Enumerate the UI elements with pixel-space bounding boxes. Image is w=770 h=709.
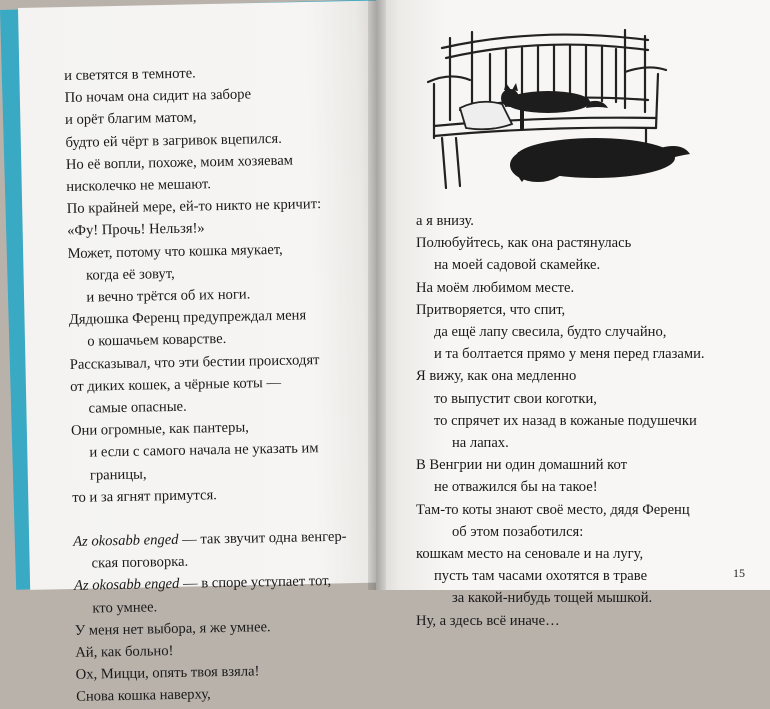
text-line (416, 587, 756, 609)
line-text: Ох, Мицци, опять твоя взяла! (75, 663, 260, 684)
line-text: об этом позаботился: (452, 523, 584, 540)
line-text: то спрячет их назад в кожаные подушечки (434, 412, 697, 429)
text-line (416, 543, 756, 565)
line-text: По ночам она сидит на заборе (64, 86, 252, 107)
text-line (416, 432, 756, 454)
line-text: Ай, как больно! (75, 643, 174, 661)
text-line (76, 681, 376, 709)
line-text: пусть там часами охотятся в траве (434, 568, 648, 585)
italic-phrase: Az okosabb enged (73, 576, 180, 595)
text-line (416, 565, 756, 587)
line-text: Притворяется, что спит, (416, 301, 566, 318)
text-line (416, 299, 756, 321)
text-line (416, 343, 756, 365)
line-text: По крайней мере, ей-то никто не кричит: (66, 196, 322, 218)
line-text: Снова кошка наверху, (75, 686, 211, 706)
line-text: кто умнее. (92, 598, 158, 617)
line-text: на моей садовой скамейке. (434, 257, 601, 274)
line-text: На моём любимом месте. (416, 279, 575, 296)
line-text: Я вижу, как она медленно (416, 368, 577, 385)
line-text: — в споре уступает тот, (179, 573, 332, 593)
text-line (416, 521, 756, 543)
text-line (416, 365, 756, 387)
text-line (416, 210, 756, 232)
text-line (416, 410, 756, 432)
line-text: от диких кошек, а чёрные коты — (70, 374, 282, 395)
line-text: будто ей чёрт в загривок вцепился. (65, 130, 282, 151)
line-text: нисколечко не мешают. (66, 176, 212, 195)
line-text: то выпустит свои коготки, (434, 390, 597, 407)
line-text: и светятся в темноте. (64, 65, 196, 84)
line-text: У меня нет выбора, я же умнее. (74, 619, 271, 639)
text-line (416, 499, 756, 521)
line-text: границы, (89, 466, 147, 484)
text-line (416, 388, 756, 410)
line-text: Рассказывал, что эти бестии происходят (69, 351, 320, 373)
line-text: Там-то коты знают своё место, дядя Ференц (416, 501, 690, 518)
line-text: а я внизу. (416, 213, 474, 229)
line-text: — так звучит одна венгер- (178, 528, 347, 548)
line-text: и орёт благим матом, (64, 109, 197, 129)
line-text: Дядюшка Ференц предупреждал меня (68, 307, 307, 329)
line-text: на лапах. (452, 435, 509, 452)
bench-cat-dog-illustration-icon (420, 20, 700, 195)
line-text: Полюбуйтесь, как она растянулась (416, 235, 632, 252)
italic-phrase: Az okosabb enged (73, 531, 179, 550)
line-text: то и за ягнят примутся. (72, 487, 218, 506)
left-page-text (64, 59, 376, 708)
line-text: за какой-нибудь тощей мышкой. (452, 590, 653, 607)
line-text: и если с самого начала не указать им (89, 440, 319, 462)
line-text: Но её вопли, похоже, моим хозяевам (65, 152, 294, 173)
line-text: о кошачьем коварстве. (87, 331, 227, 351)
line-text: да ещё лапу свесила, будто случайно, (434, 324, 667, 341)
line-text: Ну, а здесь всё иначе… (416, 612, 560, 629)
line-text: В Венгрии ни один домашний кот (416, 457, 627, 474)
line-text: кошкам место на сеновале и на лугу, (416, 546, 644, 563)
text-line (416, 454, 756, 476)
line-text: самые опасные. (88, 398, 187, 417)
line-text: и вечно трётся об их ноги. (86, 286, 251, 306)
line-text: «Фу! Прочь! Нельзя!» (67, 220, 205, 240)
text-line (416, 232, 756, 254)
text-line (416, 610, 756, 632)
line-text: ская поговорка. (91, 553, 189, 572)
line-text: когда её зовут, (85, 265, 175, 284)
line-text: не отважился бы на такое! (434, 479, 598, 496)
line-text: и та болтается прямо у меня перед глазами. (434, 346, 705, 363)
text-line (416, 277, 756, 299)
line-text: Они огромные, как пантеры, (70, 419, 249, 440)
page-number: 15 (733, 566, 745, 580)
line-text: Может, потому что кошка мяукает, (67, 241, 283, 262)
text-line (416, 321, 756, 343)
text-line (416, 476, 756, 498)
right-page-text (416, 210, 756, 632)
text-line (416, 254, 756, 276)
